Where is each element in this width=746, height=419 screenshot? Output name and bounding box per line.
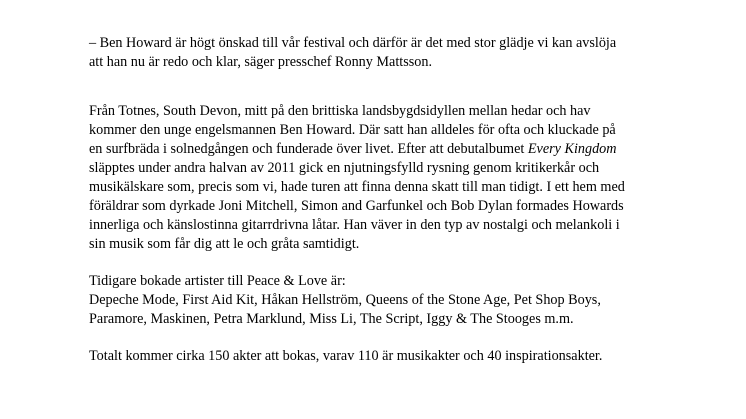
booked-artists-paragraph — [89, 272, 669, 329]
bio-text: en surfbräda i solnedgången och funderade över livet. Efter att debutalbumet — [89, 141, 528, 157]
bio-line: musikälskare som, precis som vi, hade turen att finna denna skatt till man tidigt. I ett hem med — [89, 179, 625, 195]
quote-line: att han nu är redo och klar, säger presschef Ronny Mattsson. — [89, 54, 432, 70]
bio-line — [89, 140, 669, 159]
totals-line: Totalt kommer cirka 150 akter att bokas, varav 110 är musikakter och 40 inspirationsakter. — [89, 348, 603, 364]
booked-artists-heading: Tidigare bokade artister till Peace & Love är: — [89, 273, 346, 289]
bio-line: kommer den unge engelsmannen Ben Howard. Där satt han alldeles för ofta och kluckade på — [89, 122, 616, 138]
booked-artists-line: Paramore, Maskinen, Petra Marklund, Miss Li, The Script, Iggy & The Stooges m.m. — [89, 311, 574, 327]
booked-artists-line: Depeche Mode, First Aid Kit, Håkan Hellström, Queens of the Stone Age, Pet Shop Boys, — [89, 292, 601, 308]
press-quote-paragraph — [89, 34, 669, 72]
bio-line: sin musik som får dig att le och gråta samtidigt. — [89, 236, 360, 252]
artist-bio-paragraph — [89, 102, 669, 254]
album-title: Every Kingdom — [527, 141, 617, 157]
bio-line: föräldrar som dyrkade Joni Mitchell, Simon and Garfunkel och Bob Dylan formades Howards — [89, 198, 624, 214]
bio-line: innerliga och känslostinna gitarrdrivna låtar. Han väver in den typ av nostalgi och melankoli i — [89, 217, 620, 233]
bio-line: Från Totnes, South Devon, mitt på den brittiska landsbygdsidyllen mellan hedar och hav — [89, 103, 591, 119]
quote-line: – Ben Howard är högt önskad till vår festival och därför är det med stor glädje vi kan avslöja — [89, 35, 617, 51]
totals-paragraph — [89, 347, 669, 366]
bio-line: släpptes under andra halvan av 2011 gick en njutningsfylld rysning genom kritikerkår och — [89, 160, 600, 176]
